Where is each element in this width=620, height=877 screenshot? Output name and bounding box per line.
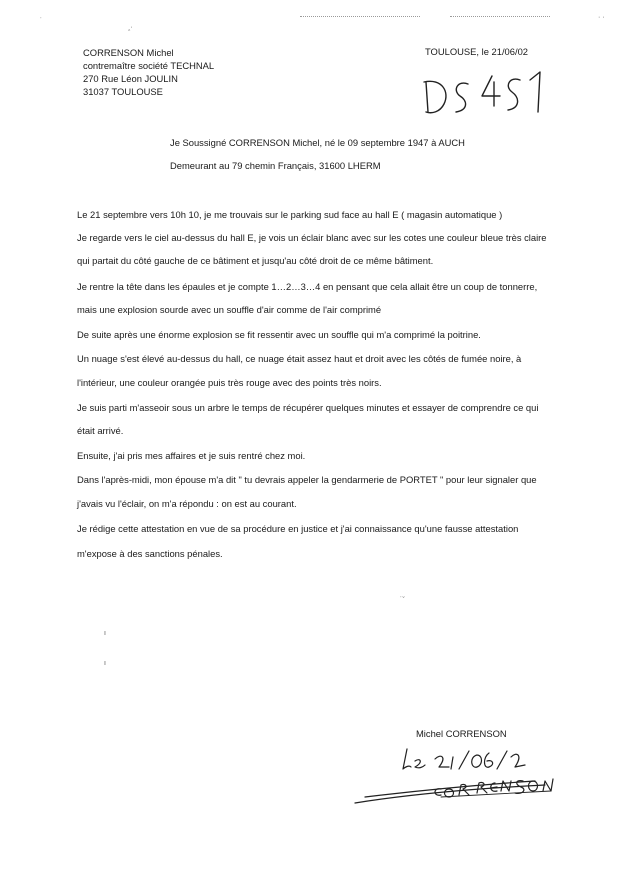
signatory-name: Michel CORRENSON	[416, 728, 507, 739]
handwritten-signature-area	[345, 745, 555, 820]
scan-speck: ꞈ·	[128, 24, 133, 31]
scan-edge-dots-left	[300, 16, 420, 18]
body-line: Le 21 septembre vers 10h 10, je me trouvais sur le parking sud face au hall E ( magasin automatique )	[77, 209, 503, 220]
place-and-date: TOULOUSE, le 21/06/02	[425, 46, 529, 57]
body-line: Je regarde vers le ciel au-dessus du hall E, je vois un éclair blanc avec sur les cotes une couleur bleue très claire	[77, 232, 547, 243]
body-line: m'expose à des sanctions pénales.	[77, 548, 223, 559]
sender-address-block	[83, 46, 214, 98]
body-line: Je suis parti m'asseoir sous un arbre le temps de récupérer quelques minutes et essayer de comprendre ce qui	[77, 402, 539, 413]
scan-speck: ı	[104, 660, 106, 667]
body-line: Un nuage s'est élevé au-dessus du hall, ce nuage était assez haut et droit avec les côtés de fumée noire, à	[77, 353, 522, 364]
sender-street: 270 Rue Léon JOULIN	[83, 73, 178, 84]
sender-city: 31037 TOULOUSE	[83, 86, 163, 97]
scan-speck: · ·	[598, 14, 605, 21]
body-line: l'intérieur, une couleur orangée puis très rouge avec des points très noirs.	[77, 377, 382, 388]
body-line: Ensuite, j'ai pris mes affaires et je suis rentré chez moi.	[77, 450, 306, 461]
sender-role: contremaître société TECHNAL	[83, 60, 215, 71]
body-line: j'avais vu l'éclair, on m'a répondu : on est au courant.	[77, 498, 297, 509]
scan-speck: ı	[104, 630, 106, 637]
handwritten-reference-mark	[420, 68, 550, 123]
body-line: qui partait du côté gauche de ce bâtiment et jusqu'au côté droit de ce même bâtiment.	[77, 255, 434, 266]
sender-name: CORRENSON Michel	[83, 47, 174, 58]
scan-edge-dots-right	[450, 16, 550, 18]
body-line: était arrivé.	[77, 425, 124, 436]
intro-line-1: Je Soussigné CORRENSON Michel, né le 09 septembre 1947 à AUCH	[170, 137, 465, 148]
scan-speck: ˙ˇ	[400, 597, 405, 604]
body-line: Je rédige cette attestation en vue de sa procédure en justice et j'ai connaissance qu'une fausse attestation	[77, 523, 519, 534]
body-line: Dans l'après-midi, mon épouse m'a dit " tu devrais appeler la gendarmerie de PORTET " pour leur signaler que	[77, 474, 537, 485]
intro-line-2: Demeurant au 79 chemin Français, 31600 LHERM	[170, 160, 381, 171]
body-line: De suite après une énorme explosion se fit ressentir avec un souffle qui m'a comprimé la poitrine.	[77, 329, 481, 340]
body-line: Je rentre la tête dans les épaules et je compte 1…2…3…4 en pensant que cela allait être un coup de tonnerre,	[77, 281, 538, 292]
body-line: mais une explosion sourde avec un souffle d'air comme de l'air comprimé	[77, 304, 382, 315]
scan-speck: ˙	[40, 18, 43, 25]
